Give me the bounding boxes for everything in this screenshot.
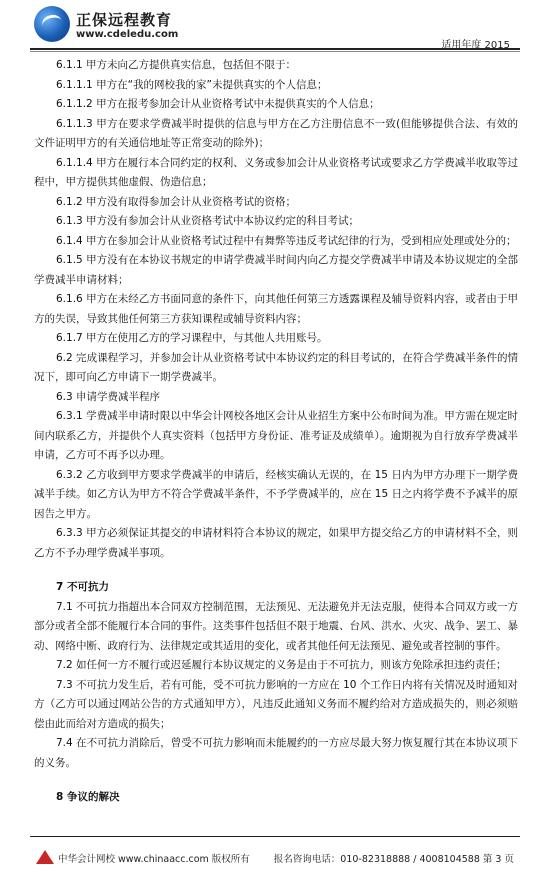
page-header <box>0 0 548 50</box>
clause-7-2: 7.2 如任何一方不履行或迟延履行本协议规定的义务是由于不可抗力，则该方免除承担违约责任； <box>56 659 507 671</box>
document-body <box>34 56 518 808</box>
clause-6-1-1-4: 6.1.1.4 甲方在履行本合同约定的权利、义务或参加会计从业资格考试或要求乙方学费减半收取等过程中，甲方提供其他虚假、伪造信息； <box>34 156 518 188</box>
applicable-year: 适用年度 2015 <box>441 40 510 51</box>
header-divider-thin <box>30 51 520 52</box>
clause-6-3-1: 6.3.1 学费减半申请时限以中华会计网校各地区会计从业招生方案中公布时间为准。甲方需在规定时间内联系乙方，并提供个人真实资料（包括甲方身份证、准考证及成绩单）。逾期视为自行放弃学费减半申请，乙方可不再予以办理。 <box>34 410 518 461</box>
clause-7-1: 7.1 不可抗力指超出本合同双方控制范围，无法预见、无法避免并无法克服，使得本合同双方或一方部分或者全部不能履行本合同的事件。这类事件包括但不限于地震、台风、洪水、火灾、战争、罢工、暴动、网络中断、政府行为、法律规定或其适用的变化，或者其他任何无法预见、避免或者控制的事件。 <box>34 600 518 652</box>
clause-6-1-1-3: 6.1.1.3 甲方在要求学费减半时提供的信息与甲方在乙方注册信息不一致(但能够提供合法、有效的文件证明甲方的有关通信地址等正常变动的除外)； <box>34 117 518 149</box>
footer-copyright: 中华会计网校 www.chinaacc.com 版权所有 <box>58 854 250 865</box>
clause-6-2: 6.2 完成课程学习，并参加会计从业资格考试中本协议约定的科目考试的，在符合学费减半条件的情况下，即可向乙方申请下一期学费减半。 <box>34 351 518 383</box>
clause-6-1-1-2: 6.1.1.2 甲方在报考参加会计从业资格考试中未提供真实的个人信息； <box>56 98 380 110</box>
logo-icon <box>34 6 70 42</box>
clause-7-3: 7.3 不可抗力发生后，若有可能，受不可抗力影响的一方应在 10 个工作日内将有关情况及时通知对方（乙方可以通过网站公告的方式通知甲方），凡违反此通知义务而不履约给对方造成损失的，则必须赔偿由此而给对方造成的损失； <box>34 678 518 730</box>
section-8-title: 8 争议的解决 <box>56 791 120 803</box>
clause-6-1-2: 6.1.2 甲方没有取得参加会计从业资格考试的资格； <box>56 195 297 208</box>
clause-6-1-4: 6.1.4 甲方在参加会计从业资格考试过程中有舞弊等违反考试纪律的行为，受到相应处理或处分的； <box>56 234 517 247</box>
clause-6-1-5: 6.1.5 甲方没有在本协议书规定的申请学费减半时间内向乙方提交学费减半申请及本协议规定的全部学费减半申请材料； <box>34 254 518 286</box>
section-7-title: 7 不可抗力 <box>56 581 109 593</box>
brand-name: 正保远程教育 <box>76 11 173 29</box>
clause-6-1-6: 6.1.6 甲方在未经乙方书面同意的条件下，向其他任何第三方透露课程及辅导资料内容，或者由于甲方的失误，导致其他任何第三方获知课程或辅导资料内容； <box>34 293 518 325</box>
footer-divider <box>30 836 520 837</box>
footer-contact-page: 报名咨询电话：010-82318888 / 4008104588 第 3 页 <box>273 854 514 865</box>
brand-url: www.cdeledu.com <box>76 29 179 40</box>
page-footer <box>0 843 548 873</box>
clause-6-3-2: 6.3.2 乙方收到甲方要求学费减半的申请后，经核实确认无误的，在 15 日内为甲方办理下一期学费减半手续。如乙方认为甲方不符合学费减半条件，不予学费减半的，应在 15 日之内将学费不予减半的原因告之甲方。 <box>34 468 518 520</box>
clause-6-1-7: 6.1.7 甲方在使用乙方的学习课程中，与其他人共用账号。 <box>56 332 328 344</box>
clause-6-1-1-1: 6.1.1.1 甲方在“我的网校我的家”未提供真实的个人信息； <box>56 78 328 91</box>
clause-6-1-3: 6.1.3 甲方没有参加会计从业资格考试中本协议约定的科目考试； <box>56 215 360 227</box>
clause-6-3: 6.3 申请学费减半程序 <box>56 390 161 403</box>
clause-6-1-1: 6.1.1 甲方未向乙方提供真实信息，包括但不限于： <box>56 59 297 71</box>
clause-6-3-3: 6.3.3 甲方必须保证其提交的申请材料符合本协议的规定，如果甲方提交给乙方的申请材料不全，则乙方不予办理学费减半事项。 <box>34 527 518 559</box>
header-divider <box>30 48 520 50</box>
clause-7-4: 7.4 在不可抗力消除后，曾受不可抗力影响而未能履约的一方应尽最大努力恢复履行其在本协议项下的义务。 <box>34 737 518 769</box>
chinaacc-logo-icon <box>36 850 54 864</box>
